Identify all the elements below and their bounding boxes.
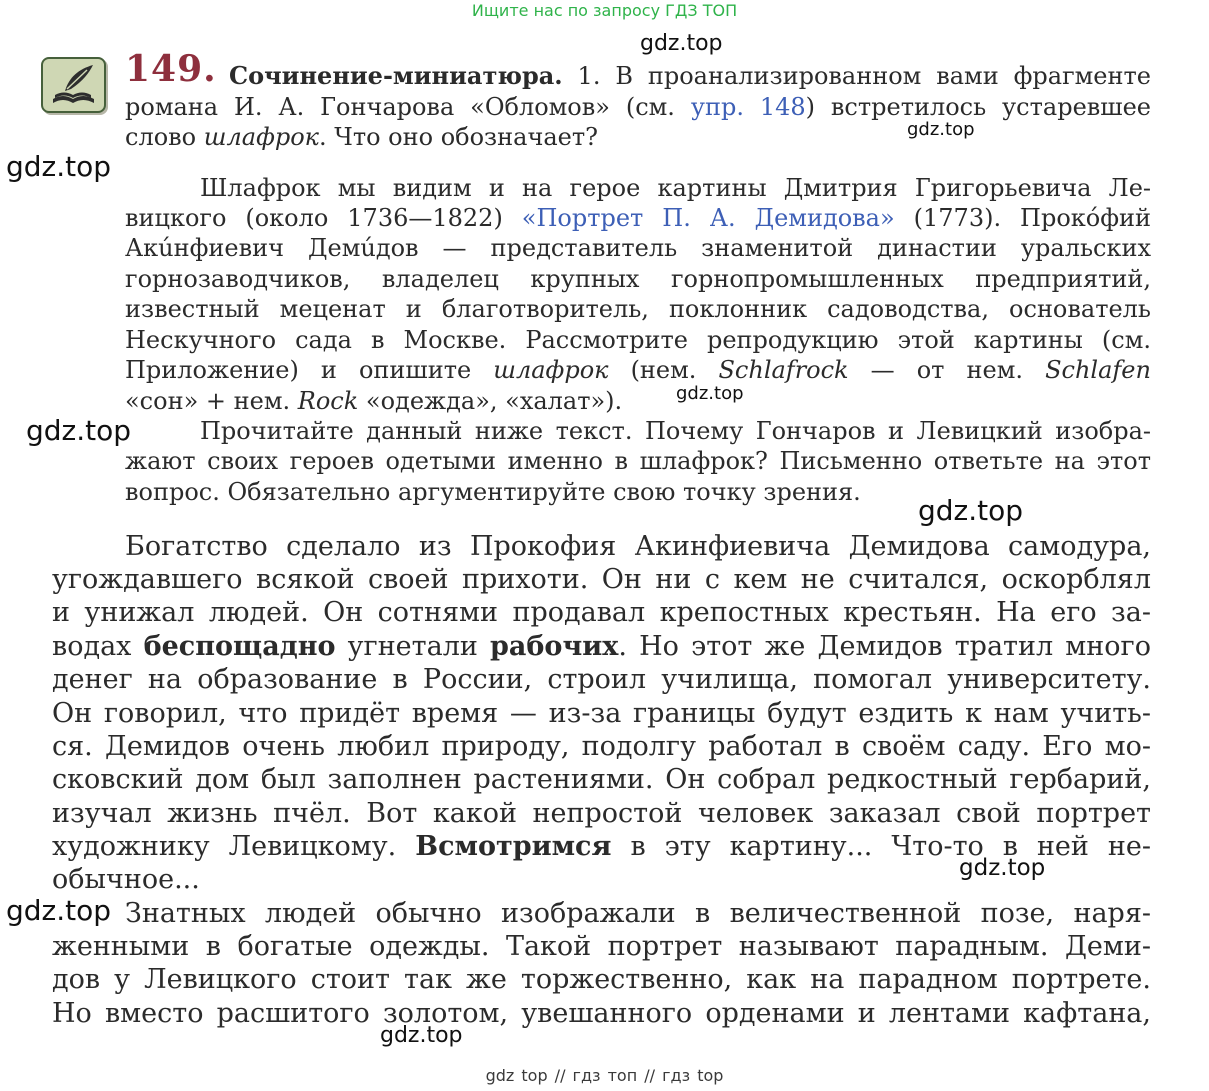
- exercise-148-link[interactable]: упр. 148: [690, 93, 806, 121]
- text-line-7: ся. Демидов очень любил природу, подолгу работал в своём саду. Его мо-: [52, 731, 1151, 762]
- text-line-14: дов у Левицкого стоит так же торжественно, как на парадном портрете.: [52, 964, 1151, 995]
- watermark: gdz.top: [959, 855, 1046, 881]
- para2-line-3: Акúнфиевич Демúдов — представитель знаменитой династии уральских: [125, 234, 1151, 262]
- text-line-9: изучал жизнь пчёл. Вот какой непростой человек заказал свой портрет: [52, 798, 1151, 829]
- para2-line-2: вицкого (около 1736—1822) «Портрет П. А. Демидова» (1773). Прокóфий: [125, 204, 1151, 232]
- exercise-intro-line-1: Сочинение-миниатюра. 1. В проанализированном вами фрагменте: [229, 61, 1151, 90]
- text-line-11: обычное...: [52, 864, 200, 895]
- writing-quill-book-icon: [41, 57, 106, 113]
- watermark: gdz.top: [380, 1023, 463, 1048]
- text-line-5: денег на образование в России, строил училища, помогал университету.: [52, 664, 1151, 695]
- para3-line-3: вопрос. Обязательно аргументируйте свою точку зрения.: [125, 478, 861, 506]
- top-watermark-banner: Ищите нас по запросу ГДЗ ТОП: [471, 1, 738, 20]
- exercise-intro-line-3: слово шлафрок. Что оно обозначает?: [125, 123, 598, 151]
- text-line-8: сковский дом был заполнен растениями. Он собрал редкостный гербарий,: [52, 764, 1151, 795]
- text-line-1: Богатство сделало из Прокофия Акинфиевича Демидова самодура,: [125, 531, 1151, 562]
- text-line-10: художнику Левицкому. Всмотримся в эту картину... Что-то в ней не-: [52, 831, 1151, 862]
- watermark: gdz.top: [907, 119, 975, 140]
- bottom-watermark-banner: gdz top // гдз топ // гдз top: [485, 1066, 724, 1085]
- portrait-demidov-link[interactable]: «Портрет П. А. Демидова»: [521, 204, 895, 232]
- para2-line-1: Шлафрок мы видим и на герое картины Дмитрия Григорьевича Ле-: [200, 174, 1151, 202]
- para2-line-7: Приложение) и опишите шлафрок (нем. Schlafrock — от нем. Schlafen: [125, 356, 1151, 384]
- watermark: gdz.top: [6, 150, 112, 183]
- text-line-3: и унижал людей. Он сотнями продавал крепостных крестьян. На его за-: [52, 597, 1151, 628]
- para3-line-2: жают своих героев одетыми именно в шлафрок? Письменно ответьте на этот: [125, 447, 1151, 475]
- para2-line-4: горнозаводчиков, владелец крупных горнопромышленных предприятий,: [125, 265, 1151, 293]
- text-line-2: угождавшего всякой своей прихоти. Он ни с кем не считался, оскорблял: [52, 564, 1151, 595]
- para2-line-5: известный меценат и благотворитель, поклонник садоводства, основатель: [125, 295, 1151, 323]
- text-line-12: Знатных людей обычно изображали в величественной позе, наря-: [125, 898, 1151, 929]
- watermark: gdz.top: [640, 31, 723, 56]
- para2-line-8: «сон» + нем. Rock «одежда», «халат»).: [125, 387, 623, 415]
- text-line-6: Он говорил, что придёт время — из-за границы будут ездить к нам учить-: [52, 698, 1151, 729]
- text-line-13: женными в богатые одежды. Такой портрет называют парадным. Деми-: [52, 931, 1151, 962]
- text-line-4: водах беспощадно угнетали рабочих. Но этот же Демидов тратил много: [52, 631, 1151, 662]
- para2-line-6: Нескучного сада в Москве. Рассмотрите репродукцию этой картины (см.: [125, 326, 1151, 354]
- watermark: gdz.top: [6, 894, 112, 927]
- text-line-15: Но вместо расшитого золотом, увешанного орденами и лентами кафтана,: [52, 998, 1151, 1029]
- watermark: gdz.top: [26, 414, 132, 447]
- exercise-intro-line-2: романа И. А. Гончарова «Обломов» (см. упр. 148) встретилось устаревшее: [125, 93, 1151, 121]
- watermark: gdz.top: [918, 494, 1024, 527]
- exercise-title: Сочинение-миниатюра.: [229, 61, 563, 90]
- exercise-number: 149.: [125, 48, 217, 90]
- watermark: gdz.top: [676, 383, 744, 404]
- para3-line-1: Прочитайте данный ниже текст. Почему Гончаров и Левицкий изобра-: [200, 417, 1151, 445]
